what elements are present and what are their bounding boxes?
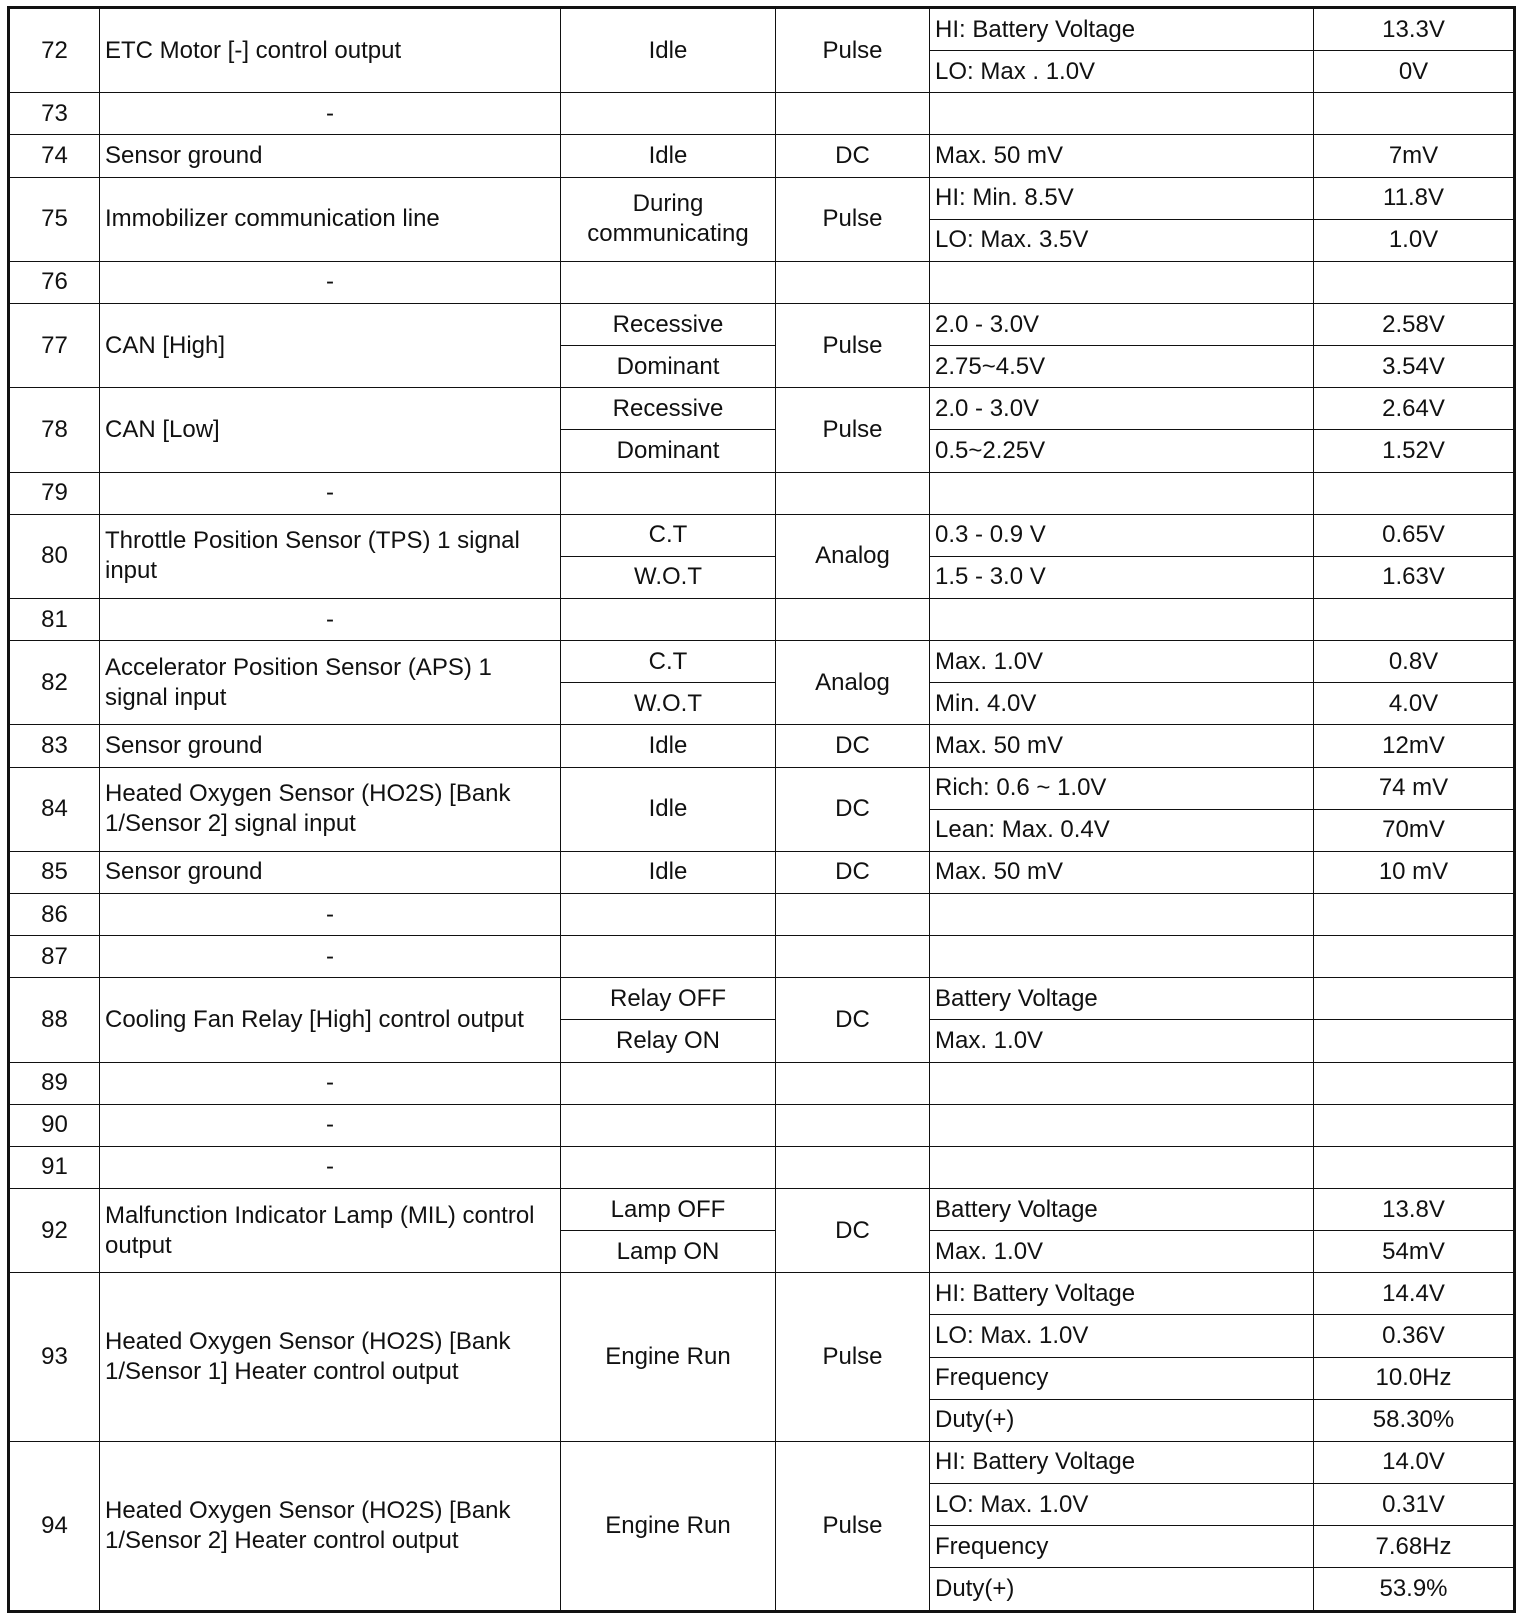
table-row [9,1104,1515,1146]
spec-level [930,1062,1314,1104]
pin-number: 80 [9,514,100,598]
spec-level: Duty(+) [930,1399,1314,1441]
signal-type: Pulse [776,177,930,261]
pin-description: - [100,894,561,936]
measured-value: 3.54V [1314,346,1515,388]
condition-cell: C.T [561,514,776,556]
measured-value: 1.0V [1314,219,1515,261]
signal-type [776,1146,930,1188]
measured-value [1314,472,1515,514]
pin-number: 94 [9,1441,100,1611]
measured-value: 0.8V [1314,641,1515,683]
signal-type: Pulse [776,1273,930,1442]
pin-description: - [100,93,561,135]
terminal-spec-table [7,6,1516,1613]
pin-description: Sensor ground [100,725,561,767]
condition-cell [561,599,776,641]
pin-description: Sensor ground [100,135,561,177]
signal-type [776,599,930,641]
condition-cell: Engine Run [561,1273,776,1442]
spec-level: Battery Voltage [930,978,1314,1020]
table-row [9,1189,1515,1231]
spec-level: 0.3 - 0.9 V [930,514,1314,556]
table-row [9,1273,1515,1315]
pin-description: - [100,1146,561,1188]
pin-number: 81 [9,599,100,641]
table-row [9,304,1515,346]
pin-description: Throttle Position Sensor (TPS) 1 signal input [100,514,561,598]
measured-value: 0.31V [1314,1483,1515,1525]
signal-type: Pulse [776,1441,930,1611]
measured-value [1314,936,1515,978]
pin-number: 88 [9,978,100,1062]
spec-level: Min. 4.0V [930,683,1314,725]
pin-number: 77 [9,304,100,388]
pin-number: 93 [9,1273,100,1442]
measured-value [1314,1104,1515,1146]
measured-value [1314,1020,1515,1062]
measured-value: 12mV [1314,725,1515,767]
spec-level: 2.0 - 3.0V [930,388,1314,430]
signal-type: Pulse [776,8,930,93]
signal-type [776,261,930,303]
signal-type: DC [776,767,930,851]
condition-cell: C.T [561,641,776,683]
measured-value: 13.3V [1314,8,1515,51]
pin-description: ETC Motor [-] control output [100,8,561,93]
measured-value [1314,894,1515,936]
measured-value: 10.0Hz [1314,1357,1515,1399]
condition-cell [561,1104,776,1146]
signal-type: DC [776,1189,930,1273]
condition-cell: Idle [561,135,776,177]
table-row [9,1062,1515,1104]
measured-value: 0.65V [1314,514,1515,556]
table-row [9,599,1515,641]
measured-value: 2.64V [1314,388,1515,430]
pin-number: 72 [9,8,100,93]
pin-description: Heated Oxygen Sensor (HO2S) [Bank 1/Sensor 2] Heater control output [100,1441,561,1611]
condition-cell: Relay ON [561,1020,776,1062]
spec-level: LO: Max . 1.0V [930,51,1314,93]
condition-cell: Idle [561,767,776,851]
signal-type [776,1062,930,1104]
spec-level [930,1146,1314,1188]
spec-level: Rich: 0.6 ~ 1.0V [930,767,1314,809]
pin-description: Immobilizer communication line [100,177,561,261]
spec-level: LO: Max. 1.0V [930,1315,1314,1357]
pin-description: - [100,1062,561,1104]
condition-cell [561,894,776,936]
condition-cell: Lamp OFF [561,1189,776,1231]
table-row [9,936,1515,978]
table-row [9,177,1515,219]
measured-value: 13.8V [1314,1189,1515,1231]
spec-level: Max. 1.0V [930,1020,1314,1062]
condition-cell: W.O.T [561,683,776,725]
measured-value [1314,1062,1515,1104]
pin-number: 85 [9,851,100,893]
condition-cell: Dominant [561,346,776,388]
spec-level [930,936,1314,978]
pin-number: 83 [9,725,100,767]
measured-value: 11.8V [1314,177,1515,219]
spec-level [930,894,1314,936]
table-row [9,388,1515,430]
pin-description: Accelerator Position Sensor (APS) 1 signal input [100,641,561,725]
signal-type: DC [776,725,930,767]
spec-level: Max. 50 mV [930,135,1314,177]
table-row [9,1441,1515,1483]
measured-value: 74 mV [1314,767,1515,809]
pin-number: 92 [9,1189,100,1273]
pin-description: - [100,472,561,514]
pin-description: CAN [High] [100,304,561,388]
pin-number: 91 [9,1146,100,1188]
spec-level: Frequency [930,1357,1314,1399]
condition-cell: Relay OFF [561,978,776,1020]
measured-value: 0.36V [1314,1315,1515,1357]
spec-level: Max. 50 mV [930,725,1314,767]
measured-value [1314,1146,1515,1188]
pin-description: - [100,936,561,978]
measured-value: 4.0V [1314,683,1515,725]
measured-value: 14.4V [1314,1273,1515,1315]
spec-level: Frequency [930,1526,1314,1568]
measured-value: 0V [1314,51,1515,93]
spec-level: 2.0 - 3.0V [930,304,1314,346]
condition-cell: W.O.T [561,556,776,598]
pin-number: 76 [9,261,100,303]
measured-value: 70mV [1314,809,1515,851]
signal-type: DC [776,978,930,1062]
measured-value: 14.0V [1314,1441,1515,1483]
pin-description: Malfunction Indicator Lamp (MIL) control output [100,1189,561,1273]
spec-level: Max. 1.0V [930,1231,1314,1273]
condition-cell: Recessive [561,388,776,430]
signal-type [776,472,930,514]
spec-level: Duty(+) [930,1568,1314,1612]
table-row [9,472,1515,514]
pin-number: 75 [9,177,100,261]
pin-number: 74 [9,135,100,177]
pin-description: - [100,1104,561,1146]
measured-value: 2.58V [1314,304,1515,346]
spec-level: Max. 1.0V [930,641,1314,683]
measured-value [1314,261,1515,303]
table-row [9,514,1515,556]
measured-value: 1.63V [1314,556,1515,598]
measured-value [1314,599,1515,641]
spec-level: LO: Max. 1.0V [930,1483,1314,1525]
condition-cell: Idle [561,8,776,93]
spec-level: HI: Battery Voltage [930,1441,1314,1483]
spec-level: HI: Battery Voltage [930,8,1314,51]
pin-number: 89 [9,1062,100,1104]
measured-value: 53.9% [1314,1568,1515,1612]
condition-cell: Lamp ON [561,1231,776,1273]
pin-description: Sensor ground [100,851,561,893]
condition-cell: Idle [561,851,776,893]
measured-value: 54mV [1314,1231,1515,1273]
table-row [9,261,1515,303]
table-row [9,93,1515,135]
condition-cell [561,472,776,514]
measured-value: 10 mV [1314,851,1515,893]
signal-type: DC [776,135,930,177]
spec-level: Lean: Max. 0.4V [930,809,1314,851]
pin-description: CAN [Low] [100,388,561,472]
pin-number: 86 [9,894,100,936]
measured-value: 58.30% [1314,1399,1515,1441]
pin-description: - [100,599,561,641]
spec-level [930,261,1314,303]
pin-number: 79 [9,472,100,514]
signal-type [776,936,930,978]
condition-cell [561,936,776,978]
table-row [9,8,1515,51]
pin-number: 90 [9,1104,100,1146]
spec-level: 2.75~4.5V [930,346,1314,388]
signal-type: Analog [776,514,930,598]
signal-type [776,93,930,135]
condition-cell: Recessive [561,304,776,346]
signal-type: Pulse [776,304,930,388]
signal-type: DC [776,851,930,893]
spec-level: 0.5~2.25V [930,430,1314,472]
spec-level [930,472,1314,514]
spec-level: HI: Min. 8.5V [930,177,1314,219]
spec-level [930,1104,1314,1146]
pin-description: Heated Oxygen Sensor (HO2S) [Bank 1/Sensor 1] Heater control output [100,1273,561,1442]
condition-cell: Engine Run [561,1441,776,1611]
pin-number: 87 [9,936,100,978]
condition-cell: Dominant [561,430,776,472]
signal-type [776,894,930,936]
spec-level: LO: Max. 3.5V [930,219,1314,261]
condition-cell [561,1146,776,1188]
table-row [9,767,1515,809]
table-row [9,1146,1515,1188]
table-row [9,641,1515,683]
table-row [9,135,1515,177]
condition-cell [561,261,776,303]
condition-cell: During communicating [561,177,776,261]
pin-number: 84 [9,767,100,851]
spec-level: 1.5 - 3.0 V [930,556,1314,598]
condition-cell: Idle [561,725,776,767]
measured-value [1314,93,1515,135]
pin-number: 78 [9,388,100,472]
spec-level: Max. 50 mV [930,851,1314,893]
pin-description: Heated Oxygen Sensor (HO2S) [Bank 1/Sensor 2] signal input [100,767,561,851]
spec-level: Battery Voltage [930,1189,1314,1231]
signal-type: Pulse [776,388,930,472]
terminal-spec-table-body [9,8,1515,1612]
table-row [9,978,1515,1020]
measured-value: 1.52V [1314,430,1515,472]
pin-number: 73 [9,93,100,135]
table-row [9,851,1515,893]
measured-value: 7mV [1314,135,1515,177]
table-row [9,894,1515,936]
pin-number: 82 [9,641,100,725]
condition-cell [561,93,776,135]
spec-level [930,599,1314,641]
pin-description: Cooling Fan Relay [High] control output [100,978,561,1062]
spec-level: HI: Battery Voltage [930,1273,1314,1315]
signal-type [776,1104,930,1146]
table-row [9,725,1515,767]
signal-type: Analog [776,641,930,725]
pin-description: - [100,261,561,303]
measured-value: 7.68Hz [1314,1526,1515,1568]
spec-level [930,93,1314,135]
condition-cell [561,1062,776,1104]
measured-value [1314,978,1515,1020]
